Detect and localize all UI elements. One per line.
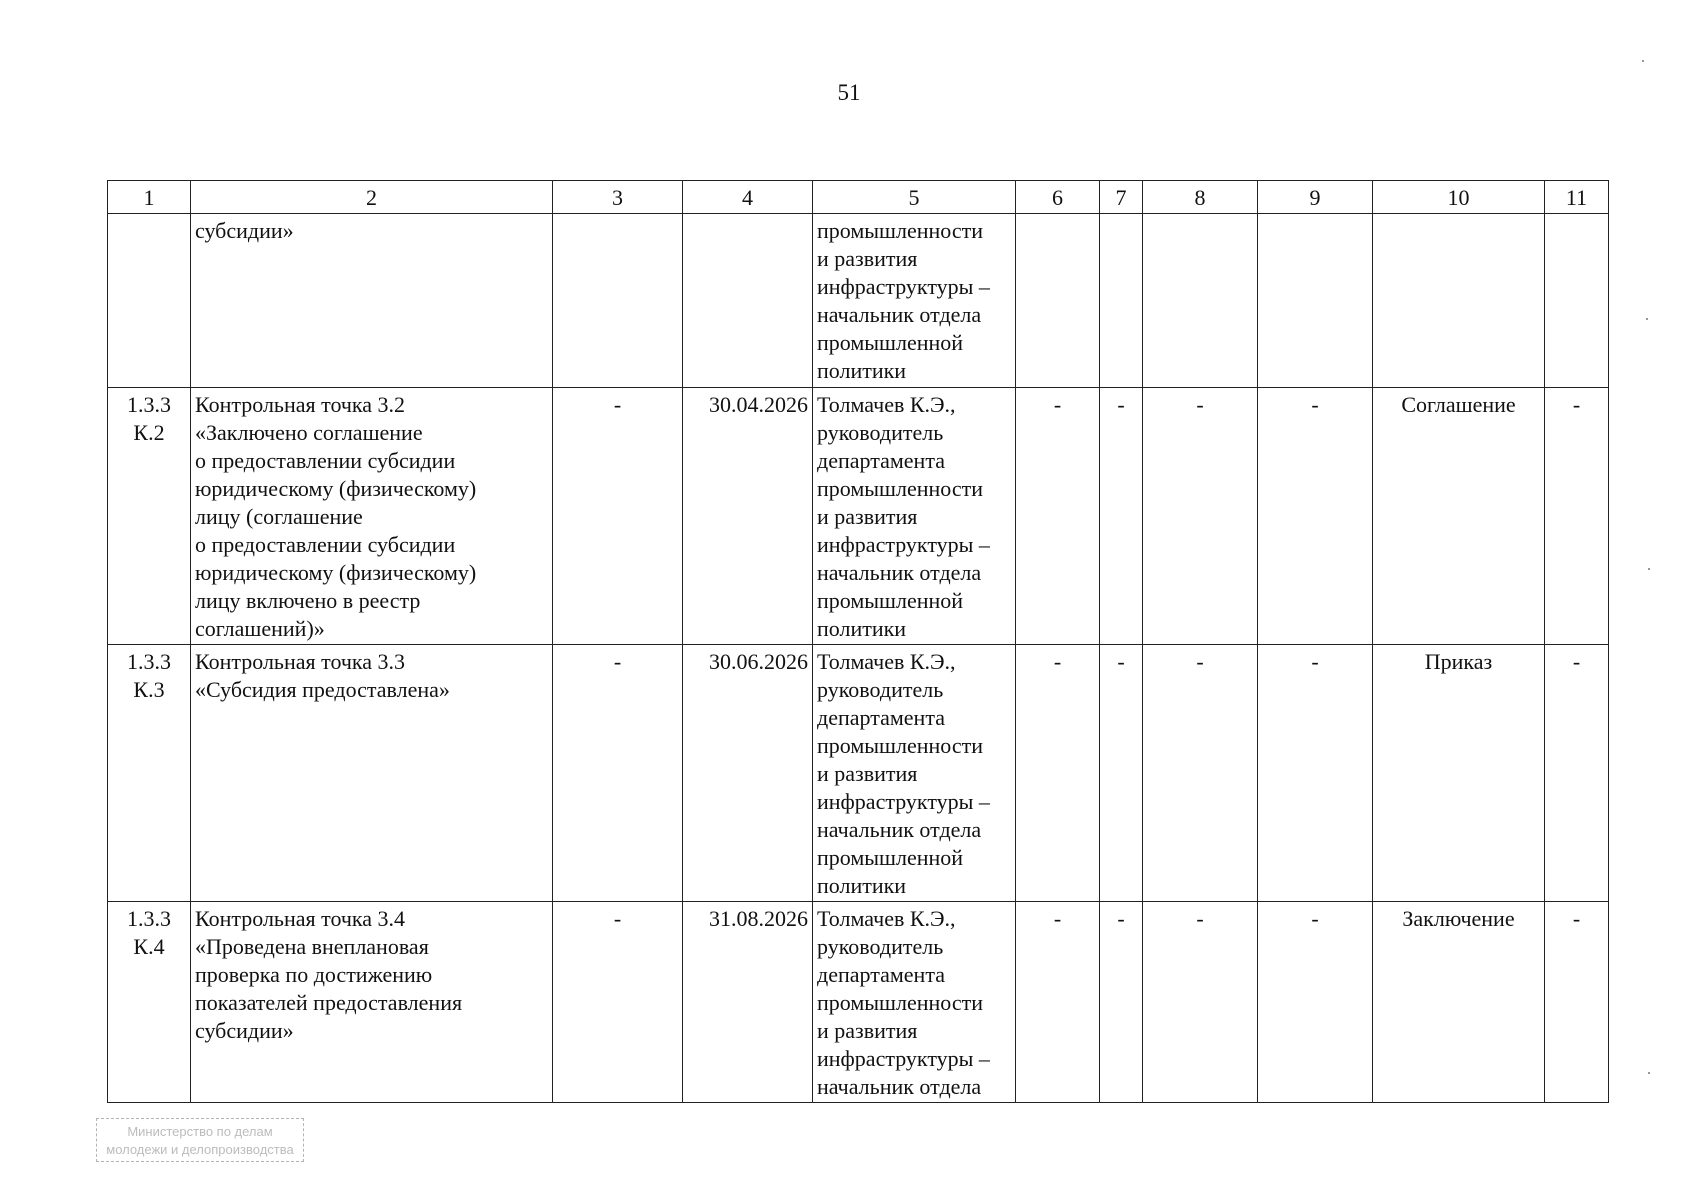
scan-artifact [1648,1072,1650,1074]
control-points-table [107,180,1609,1103]
stamp-line: Министерство по делам [127,1124,273,1139]
row-number-cell: 1.3.3 К.4 [108,902,191,1103]
stamp-line: молодежи и делопроизводства [106,1142,294,1157]
cell-col6: - [1016,902,1100,1103]
scan-artifact [1646,318,1648,320]
column-header: 2 [191,181,553,214]
document-type-cell: Заключение [1373,902,1545,1103]
document-type-cell [1373,214,1545,388]
control-point-name-cell: Контрольная точка 3.3 «Субсидия предоставлена» [191,645,553,902]
cell-col6: - [1016,388,1100,645]
cell-col3: - [553,902,683,1103]
cell-col7: - [1100,388,1143,645]
scan-artifact [1648,568,1650,570]
column-header: 9 [1258,181,1373,214]
cell-col8: - [1143,645,1258,902]
table-row [108,214,1609,388]
column-header: 11 [1545,181,1609,214]
column-header: 10 [1373,181,1545,214]
table-row [108,902,1609,1103]
row-number-cell [108,214,191,388]
scan-artifact [1642,60,1644,62]
responsible-cell: Толмачев К.Э., руководитель департамента промышленности и развития инфраструктуры – начальник отдела промышленной политики [813,388,1016,645]
document-type-cell: Соглашение [1373,388,1545,645]
responsible-cell: промышленности и развития инфраструктуры – начальник отдела промышленной политики [813,214,1016,388]
cell-col9: - [1258,902,1373,1103]
row-number-cell: 1.3.3 К.2 [108,388,191,645]
date-cell: 30.04.2026 [683,388,813,645]
cell-col9: - [1258,388,1373,645]
control-point-name-cell: субсидии» [191,214,553,388]
column-header: 5 [813,181,1016,214]
cell-col6: - [1016,645,1100,902]
column-header: 8 [1143,181,1258,214]
cell-col9 [1258,214,1373,388]
table-row [108,645,1609,902]
cell-col8: - [1143,902,1258,1103]
column-header: 3 [553,181,683,214]
cell-col8 [1143,214,1258,388]
cell-col11 [1545,214,1609,388]
table-header-row [108,181,1609,214]
column-header: 1 [108,181,191,214]
cell-col3: - [553,388,683,645]
responsible-cell: Толмачев К.Э., руководитель департамента промышленности и развития инфраструктуры – начальник отдела промышленной политики [813,645,1016,902]
cell-col6 [1016,214,1100,388]
cell-col8: - [1143,388,1258,645]
row-number-cell: 1.3.3 К.3 [108,645,191,902]
cell-col7: - [1100,645,1143,902]
control-point-name-cell: Контрольная точка 3.4 «Проведена внеплановая проверка по достижению показателей предоставления субсидии» [191,902,553,1103]
cell-col3 [553,214,683,388]
document-type-cell: Приказ [1373,645,1545,902]
registration-stamp [96,1118,304,1162]
column-header: 6 [1016,181,1100,214]
page-number: 51 [837,80,861,105]
date-cell [683,214,813,388]
control-point-name-cell: Контрольная точка 3.2 «Заключено соглашение о предоставлении субсидии юридическому (физическому) лицу (соглашение о предоставлении субсидии юридическому (физическому) лицу включено в реестр соглашений)» [191,388,553,645]
table-row [108,388,1609,645]
column-header: 7 [1100,181,1143,214]
cell-col3: - [553,645,683,902]
column-header: 4 [683,181,813,214]
cell-col11: - [1545,388,1609,645]
cell-col11: - [1545,902,1609,1103]
cell-col7: - [1100,902,1143,1103]
cell-col9: - [1258,645,1373,902]
date-cell: 30.06.2026 [683,645,813,902]
date-cell: 31.08.2026 [683,902,813,1103]
cell-col7 [1100,214,1143,388]
responsible-cell: Толмачев К.Э., руководитель департамента промышленности и развития инфраструктуры – начальник отдела [813,902,1016,1103]
cell-col11: - [1545,645,1609,902]
